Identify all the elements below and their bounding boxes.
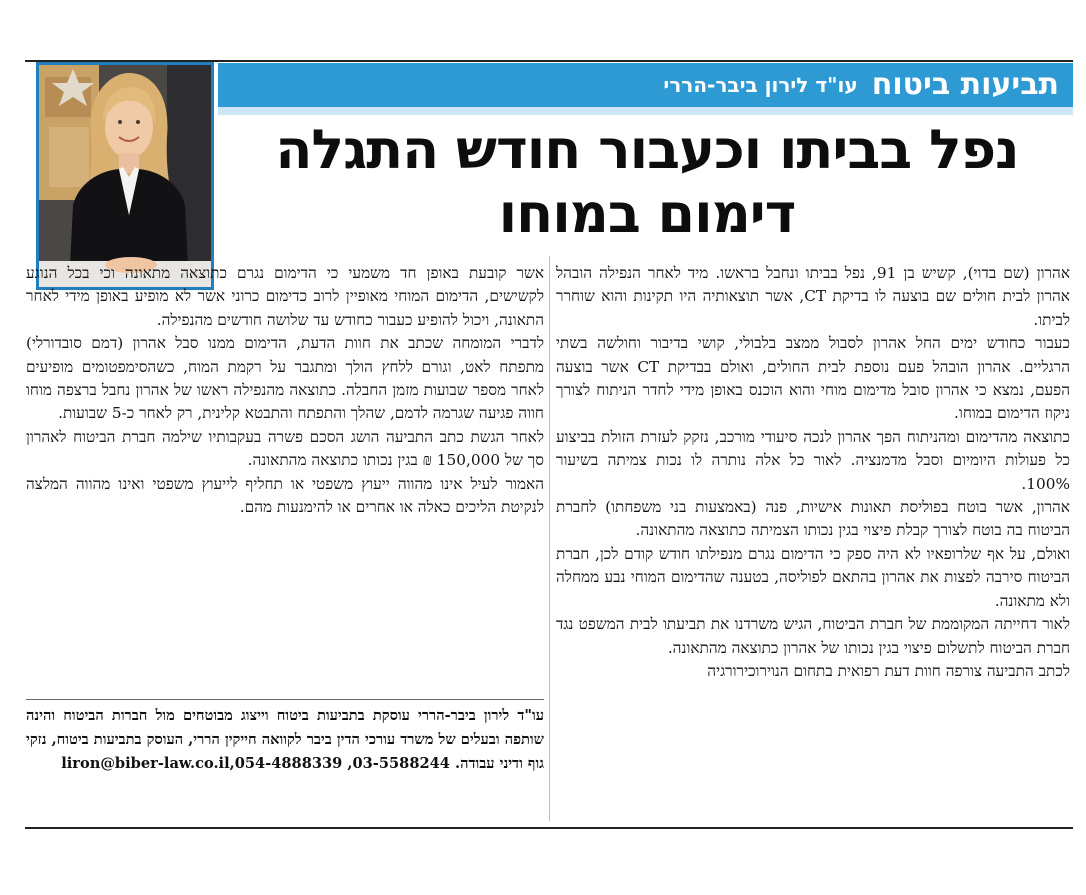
column-divider: [549, 256, 550, 821]
paragraph: אהרון, אשר בוטח בפוליסת תאונות אישיות, פנה (באמצעות בני משפחתו) לחברת הביטוח בה בוטח לצורך קבלת פיצוי בגין נכותו הצמיתה כתוצאה מהתאונה.: [556, 498, 1070, 540]
paragraph: לאור דחייתה המקוממת של חברת הביטוח, הגיש משרדנו את תביעתו לבית המשפט נגד חברת הביטוח לתשלום פיצוי בגין נכותו של אהרון כתוצאה מהתאונה.: [556, 615, 1070, 657]
paragraph: האמור לעיל אינו מהווה ייעוץ משפטי או תחליף לייעוץ משפטי ואינו מהווה המלצה לנקיטת הליכים כאלה או אחרים או להימנעות מהם.: [26, 474, 544, 517]
article-column-right: [556, 262, 1070, 683]
author-bio: [26, 704, 544, 776]
article-column-left: [26, 262, 544, 519]
paragraph: לאחר הגשת כתב התביעה הושג הסכם פשרה בעקבותיו שילמה חברת הביטוח לאהרון סך של 150,000 ₪ בגין נכותו כתוצאה מהתאונה.: [26, 427, 544, 470]
article-headline: [222, 118, 1072, 246]
bio-text: עו"ד לירון ביבר-הררי עוסקת בתביעות ביטוח וייצוג מבוטחים מול חברות הביטוח והינה שותפה ובעלים של משרד עורכי הדין ביבר לקוואה חייקין הררי, העוסק בתביעות ביטוח, נזקי גוף ודיני עבודה.: [26, 707, 544, 772]
paragraph: אשר קובעת באופן חד משמעי כי הדימום נגרם כתוצאה מתאונה וכי בכל הנוגע לקשישים, הדימום המוחי מאופיין לרוב כדימום כרוני אשר לא מופיע באופן מידי לאחר התאונה, ויכול להופיע כעבור כחודש עד שלושה חודשים מהנפילה.: [26, 264, 544, 329]
bio-divider: [26, 699, 544, 700]
author-portrait-image: [39, 65, 211, 287]
bottom-rule: [25, 827, 1073, 829]
section-category: תביעות ביטוח: [871, 67, 1059, 102]
headline-line-2: דימום במוחו: [498, 182, 796, 245]
paragraph: לכתב התביעה צורפה חוות דעת רפואית בתחום הנוירוכירורגיה: [707, 661, 1070, 680]
section-banner: [218, 63, 1073, 107]
paragraph: כעבור כחודש ימים החל אהרון לסבול ממצב בלבולי, קושי בדיבור וחולשה בשתי הרגליים. אהרון הובהל פעם נוספת לבית החולים, ואולם בבדיקת CT אשר בוצעה הפעם, נמצא כי אהרון סובל מדימום מוחי והוא הוכנס באופן מידי לחדר הניתוח לצורך ניקוז הדימום במוחו.: [556, 334, 1070, 423]
headline-line-1: נפל בביתו וכעבור חודש התגלה: [275, 118, 1019, 181]
banner-author: עו"ד לירון ביבר-הררי: [663, 73, 858, 97]
paragraph: ואולם, על אף שלרופאיו לא היה ספק כי הדימום נגרם מנפילתו חודש קודם לכן, חברת הביטוח סירבה לפצות את אהרון בהתאם לפוליסה, בטענה שהדימום המוחי נבע ממחלה ולא מתאונה.: [556, 544, 1070, 610]
bio-phones: 03-5588244, 054-4888339,: [229, 755, 450, 772]
author-photo: [36, 62, 214, 290]
banner-strip: [218, 107, 1073, 115]
paragraph: לדברי המומחה שכתב את חוות הדעת, הדימום ממנו סבל אהרון (דמם סובדורלי) מתפתח לאט, וגורם ללחץ הולך ומתגבר על רקמת המוח, כשהסימפטומים מופיעים לאחר מספר שבועות מזמן החבלה. כתוצאה מהנפילה ראשו של אהרון נחבל ברצפה מוחו חווה פגיעה שגרמה לדמם, שהלך והתפתח והתבטא קלינית, רק לאחר כ-5 שבועות.: [26, 334, 544, 423]
paragraph: אהרון (שם בדוי), קשיש בן 91, נפל בביתו ונחבל בראשו. מיד לאחר הנפילה הובהל אהרון לבית חולים שם בוצעה לו בדיקת CT, אשר תוצאותיה היו תקינות והוא שוחרר לביתו.: [556, 264, 1070, 329]
bio-email[interactable]: liron@biber-law.co.il: [61, 755, 230, 772]
paragraph: כתוצאה מהדימום ומהניתוח הפך אהרון לנכה סיעודי מורכב, נזקק לעזרת הזולת בביצוע כל פעולות היומיום וסבל מדמנציה. לאור כל אלה נותרה לו נכות צמיתה בשיעור 100%.: [556, 427, 1070, 493]
